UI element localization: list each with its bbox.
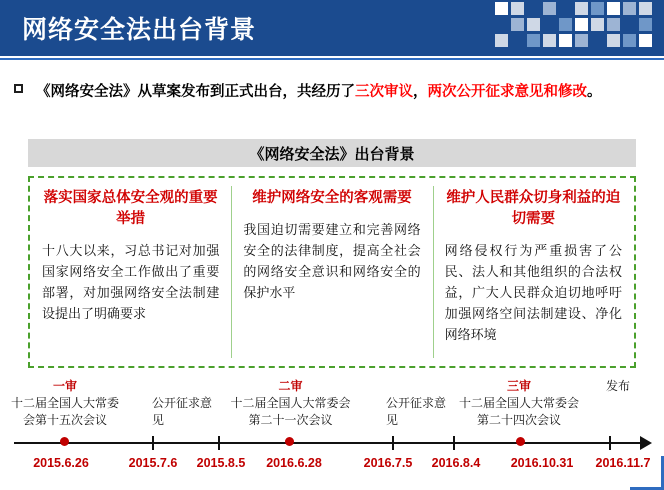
timeline-event-title: 公开征求意见 bbox=[152, 396, 213, 427]
section-title-bar bbox=[28, 139, 636, 167]
reason-column-3 bbox=[433, 178, 634, 366]
reason-heading: 落实国家总体安全观的重要举措 bbox=[43, 190, 218, 227]
timeline-marker bbox=[516, 437, 525, 446]
timeline-event-title: 发布 bbox=[605, 379, 630, 393]
square-outline-bullet-icon bbox=[14, 84, 23, 93]
page-title: 网络安全法出台背景 bbox=[22, 16, 257, 44]
header-decoration bbox=[489, 0, 664, 56]
timeline-marker bbox=[152, 436, 154, 450]
header-underline bbox=[0, 58, 664, 60]
timeline-date: 2016.7.5 bbox=[363, 456, 413, 470]
timeline-arrow-icon bbox=[640, 436, 652, 450]
intro-bullet bbox=[14, 80, 654, 104]
intro-bullet-text bbox=[36, 80, 654, 104]
background-reasons-panel bbox=[28, 176, 636, 368]
timeline-event-detail: 十二届全国人大常委会第二十四次会议 bbox=[458, 396, 579, 427]
timeline-marker bbox=[60, 437, 69, 446]
reason-heading: 维护网络安全的客观需要 bbox=[252, 190, 412, 206]
timeline-event bbox=[10, 378, 120, 429]
reason-column-2 bbox=[231, 178, 432, 366]
timeline-marker bbox=[392, 436, 394, 450]
reason-body: 我国迫切需要建立和完善网络安全的法律制度，提高全社会的网络安全意识和网络安全的保护水平 bbox=[243, 222, 421, 300]
reason-body: 网络侵权行为严重损害了公民、法人和其他组织的合法权益，广大人民群众迫切地呼吁加强网络空间法制建设、净化网络环境 bbox=[444, 243, 622, 342]
timeline-event-title: 二审 bbox=[278, 379, 303, 393]
timeline-date: 2015.7.6 bbox=[128, 456, 178, 470]
timeline-event-detail: 十二届全国人大常委会第二十一次会议 bbox=[230, 396, 351, 427]
timeline-date: 2016.6.28 bbox=[266, 456, 322, 470]
section-title-label: 《网络安全法》出台背景 bbox=[249, 145, 415, 163]
timeline-marker bbox=[453, 436, 455, 450]
timeline-event bbox=[386, 395, 454, 429]
timeline-date: 2016.11.7 bbox=[595, 456, 651, 470]
reason-body: 十八大以来，习总书记对加强国家网络安全工作做出了重要部署，对加强网络安全法制建设提出了明确要求 bbox=[42, 243, 220, 321]
timeline-marker bbox=[609, 436, 611, 450]
legislation-timeline bbox=[0, 372, 664, 490]
timeline-event-title: 公开征求意见 bbox=[386, 396, 447, 427]
timeline-event bbox=[455, 378, 583, 429]
timeline-event-detail: 十二届全国人大常委会第十五次会议 bbox=[10, 396, 119, 427]
timeline-event bbox=[588, 378, 648, 395]
timeline-marker bbox=[285, 437, 294, 446]
intro-text-highlight2: 两次公开征求意见和修改 bbox=[427, 84, 587, 100]
timeline-date: 2016.10.31 bbox=[510, 456, 574, 470]
timeline-date: 2015.8.5 bbox=[196, 456, 246, 470]
intro-text-part2: ， bbox=[413, 84, 428, 100]
timeline-event-title: 三审 bbox=[506, 379, 531, 393]
intro-text-highlight1: 三次审议 bbox=[355, 84, 413, 100]
reason-heading: 维护人民群众切身利益的迫切需要 bbox=[446, 190, 621, 227]
slide-header bbox=[0, 0, 664, 56]
timeline-date: 2015.6.26 bbox=[33, 456, 89, 470]
intro-text-part1: 《网络安全法》从草案发布到正式出台，共经历了 bbox=[36, 84, 355, 100]
reason-column-1 bbox=[30, 178, 231, 366]
timeline-marker bbox=[218, 436, 220, 450]
timeline-event bbox=[152, 395, 220, 429]
timeline-event bbox=[228, 378, 353, 429]
intro-text-part3: 。 bbox=[587, 84, 602, 100]
timeline-event-title: 一审 bbox=[52, 379, 77, 393]
timeline-axis bbox=[14, 442, 642, 444]
timeline-date: 2016.8.4 bbox=[431, 456, 481, 470]
corner-accent bbox=[630, 456, 664, 490]
